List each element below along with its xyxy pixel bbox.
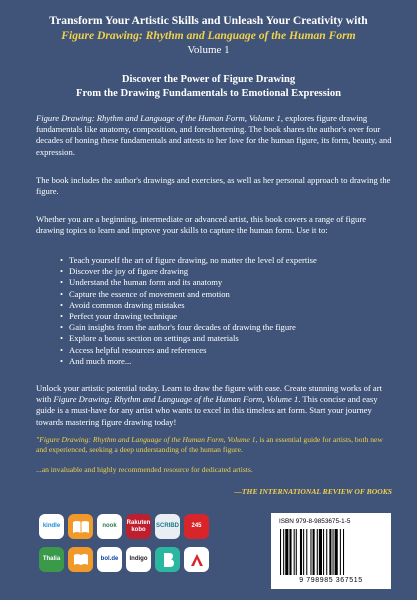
indigo-icon: Indigo (126, 547, 151, 572)
list-item: • Understand the human form and its anatomy (60, 277, 390, 288)
book-title: Figure Drawing: Rhythm and Language of the Human Form (61, 29, 356, 42)
review-quote (36, 435, 392, 455)
apple-books-icon (68, 547, 93, 572)
audible-icon (184, 547, 209, 572)
list-item: • Gain insights from the author's four decades of drawing the figure (60, 322, 390, 333)
volume-label: Volume 1 (187, 44, 230, 56)
list-item: • Capture the essence of movement and emotion (60, 289, 390, 300)
section-title-line2: From the Drawing Fundamentals to Emotional Expression (75, 88, 342, 99)
bol-icon: bol.de (97, 547, 122, 572)
list-item: • Perfect your drawing technique (60, 311, 390, 322)
audience-paragraph: Whether you are a beginning, intermediate or advanced artist, this book covers a range of figure drawing topics to learn and improve your skills to capture the human form. Use it to: (36, 214, 367, 236)
book-shape-icon (73, 553, 89, 566)
section-title (14, 73, 403, 101)
open-book-icon (72, 520, 90, 534)
nook-icon: nook (97, 514, 122, 539)
kindle-icon: kindle (39, 514, 64, 539)
review-book-title: "Figure Drawing: Rhythm and Language of the Human Form, Volume 1 (36, 435, 256, 444)
review-quote-2: ...an invaluable and highly recommended resource for dedicated artists. (36, 465, 253, 474)
header-line: Transform Your Artistic Skills and Unleash Your Creativity with (49, 14, 368, 27)
cta-text-b: . This concise and easy guide is a must-have for any artist who wants to excel in this timeless art form. Start your journey towards mastering figure drawing today! (36, 394, 378, 427)
barcode-bars (279, 529, 383, 575)
cta-paragraph (36, 383, 392, 428)
includes-paragraph: The book includes the author's drawings and exercises, as well as her personal approach to drawing the figure. (36, 175, 391, 197)
cta-book-title: Figure Drawing: Rhythm and Language of the Human Form, Volume 1 (53, 394, 299, 405)
isbn-label: ISBN 979-8-9853675-1-5 (279, 518, 351, 525)
intro-text: , explores figure drawing fundamentals like anatomy, composition, and foreshortening. The book shares the author's over four decades of honing these fundamentals and attests to her love for the human figure, its form, beauty, and expression. (36, 113, 392, 157)
rakuten-kobo-icon: Rakuten kobo (126, 514, 151, 539)
benefits-list (60, 255, 390, 367)
review-text: , is an essential guide for artists, both new and experienced, seeking a deep understanding of the human figure. (36, 435, 383, 454)
b-letter-icon (161, 552, 175, 568)
cta-text-a: Unlock your artistic potential today. Learn to draw the figure with ease. Create stunning works of art with (36, 383, 382, 405)
section-title-line1: Discover the Power of Figure Drawing (121, 74, 296, 85)
review-source: —THE INTERNATIONAL REVIEW OF BOOKS (234, 487, 392, 496)
list-item: • Access helpful resources and references (60, 345, 390, 356)
blinkist-icon (155, 547, 180, 572)
list-item: • Avoid common drawing mistakes (60, 300, 390, 311)
barcode-digits: 9 798985 367515 (299, 577, 363, 584)
list-item: • And much more... (60, 356, 390, 367)
barcode (271, 513, 391, 589)
books-icon (68, 514, 93, 539)
list-item: • Explore a bonus section on settings and materials (60, 333, 390, 344)
a-letter-icon (189, 553, 205, 567)
thalia-icon: Thalia (39, 547, 64, 572)
list-item: • Teach yourself the art of figure drawing, no matter the level of expertise (60, 255, 390, 266)
intro-paragraph (36, 113, 392, 158)
scribd-icon: SCRIBD (155, 514, 180, 539)
list-item: • Discover the joy of figure drawing (60, 266, 390, 277)
intro-book-title: Figure Drawing: Rhythm and Language of the Human Form, Volume 1 (36, 113, 281, 123)
cover-header (14, 13, 403, 57)
245-icon: 245 (184, 514, 209, 539)
